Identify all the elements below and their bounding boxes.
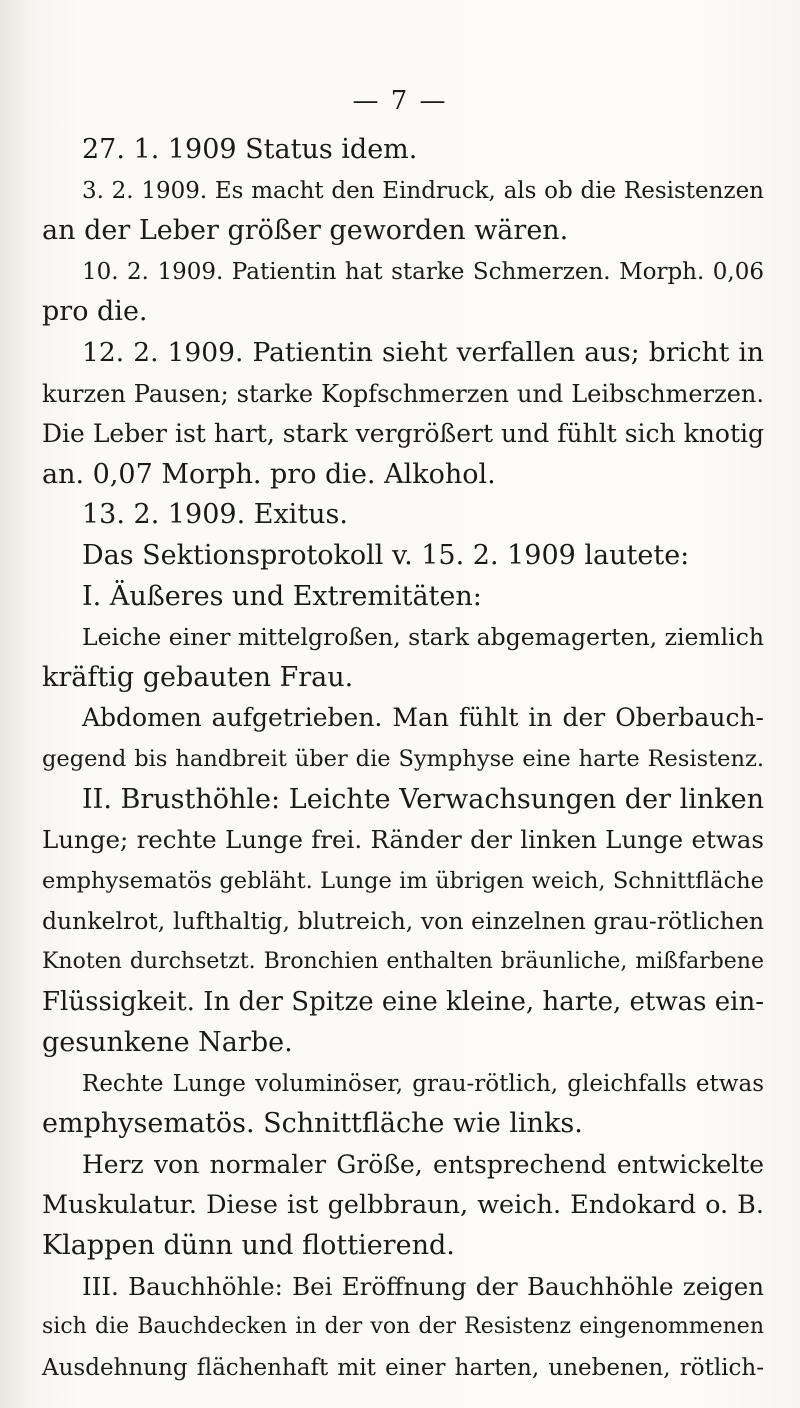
text-line: an der Leber größer geworden wären. xyxy=(42,215,569,247)
text-line: Lunge; rechte Lunge frei. Ränder der linken Lunge etwas xyxy=(42,825,764,855)
text-line: 3. 2. 1909. Es macht den Eindruck, als ob die Resistenzen xyxy=(82,177,764,204)
text-line: Rechte Lunge voluminöser, grau-rötlich, gleichfalls etwas xyxy=(82,1070,764,1097)
text-line: 10. 2. 1909. Patientin hat starke Schmerzen. Morph. 0,06 xyxy=(82,258,764,285)
text-line: kräftig gebauten Frau. xyxy=(42,661,354,693)
text-line: dunkelrot, lufthaltig, blutreich, von einzelnen grau-rötlichen xyxy=(42,907,764,936)
text-line: Klappen dünn und flottierend. xyxy=(42,1230,455,1262)
text-line: 13. 2. 1909. Exitus. xyxy=(82,499,348,531)
text-line: sich die Bauchdecken in der von der Resistenz eingenommenen xyxy=(42,1314,764,1340)
text-line: Ausdehnung flächenhaft mit einer harten, unebenen, rötlich- xyxy=(42,1354,764,1381)
text-line: Muskulatur. Diese ist gelbbraun, weich. Endokard o. B. xyxy=(42,1190,764,1221)
text-line: I. Äußeres und Extremitäten: xyxy=(82,580,482,612)
text-line: emphysematös. Schnittfläche wie links. xyxy=(42,1108,583,1140)
text-line: 27. 1. 1909 Status idem. xyxy=(82,134,418,165)
text-line: gegend bis handbreit über die Symphyse eine harte Resistenz. xyxy=(42,745,764,772)
text-line: 12. 2. 1909. Patientin sieht verfallen aus; bricht in xyxy=(82,336,764,368)
text-line: Flüssigkeit. In der Spitze eine kleine, harte, etwas ein- xyxy=(42,987,764,1018)
text-line: II. Brusthöhle: Leichte Verwachsungen der linken xyxy=(82,783,764,815)
page-number: — 7 — xyxy=(352,86,448,116)
text-line: emphysematös gebläht. Lunge im übrigen weich, Schnittfläche xyxy=(42,867,764,894)
text-line: Knoten durchsetzt. Bronchien enthalten bräunliche, mißfarbene xyxy=(42,948,764,974)
text-line: kurzen Pausen; starke Kopfschmerzen und Leibschmerzen. xyxy=(42,379,764,408)
text-line: Leiche einer mittelgroßen, stark abgemagerten, ziemlich xyxy=(82,623,764,652)
text-line: Das Sektionsprotokoll v. 15. 2. 1909 lautete: xyxy=(82,539,690,571)
text-line: an. 0,07 Morph. pro die. Alkohol. xyxy=(42,458,496,490)
text-line: Abdomen aufgetrieben. Man fühlt in der Oberbauch- xyxy=(82,703,764,733)
text-line: III. Bauchhöhle: Bei Eröffnung der Bauchhöhle zeigen xyxy=(82,1271,764,1301)
text-line: gesunkene Narbe. xyxy=(42,1027,293,1059)
text-line: pro die. xyxy=(42,296,148,328)
text-line: Herz von normaler Größe, entsprechend entwickelte xyxy=(82,1149,764,1179)
body-text xyxy=(42,130,764,1388)
text-line: Die Leber ist hart, stark vergrößert und fühlt sich knotig xyxy=(42,419,764,449)
